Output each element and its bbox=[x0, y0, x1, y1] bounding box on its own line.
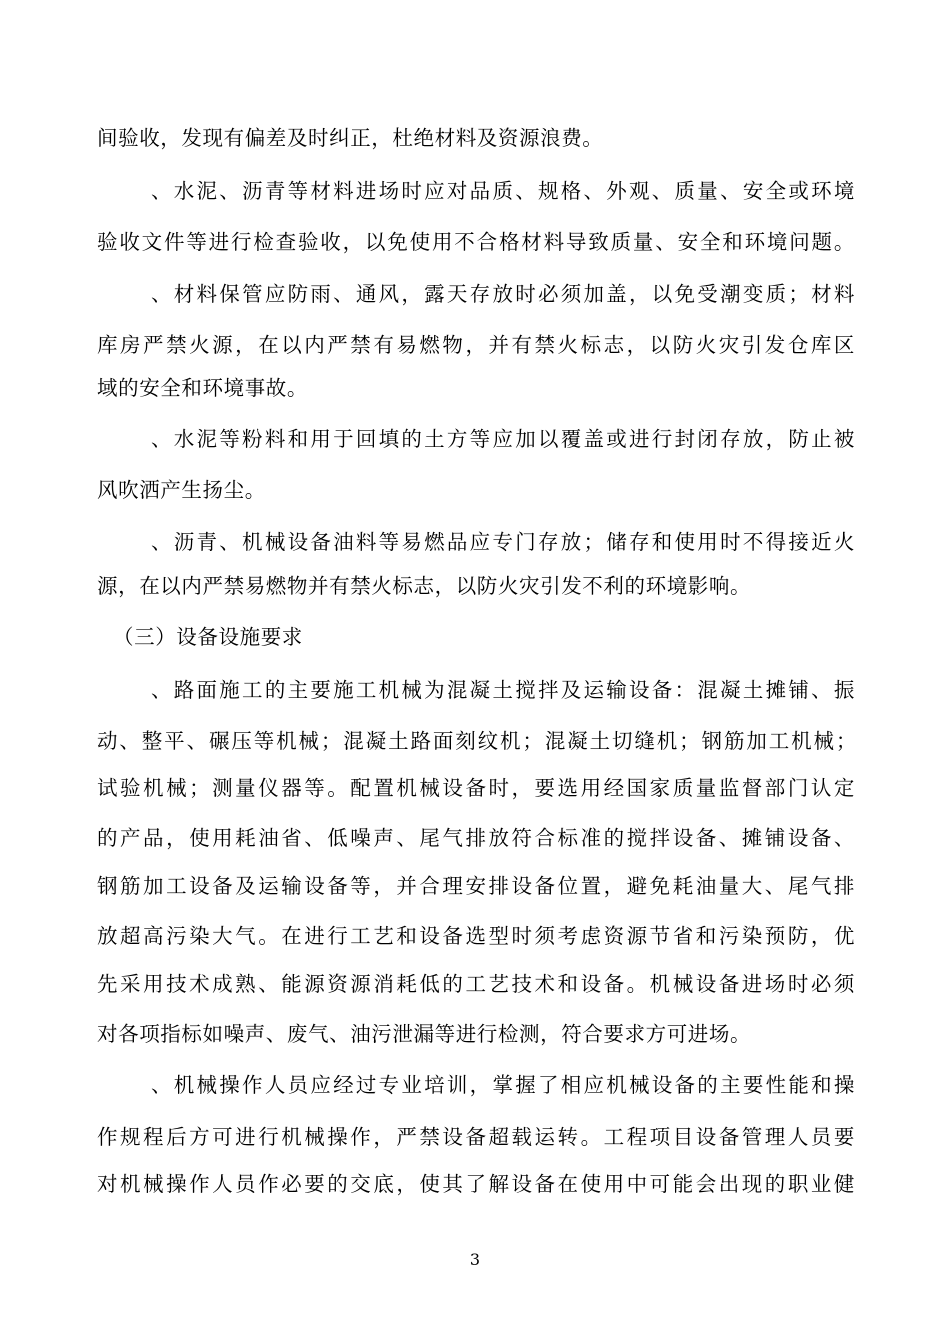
paragraph-line: 、路面施工的主要施工机械为混凝土搅拌及运输设备：混凝土摊铺、振 bbox=[151, 678, 855, 702]
paragraph-line: 先采用技术成熟、能源资源消耗低的工艺技术和设备。机械设备进场时必须 bbox=[97, 972, 855, 996]
paragraph-line: 钢筋加工设备及运输设备等，并合理安排设备位置，避免耗油量大、尾气排 bbox=[97, 874, 855, 898]
paragraph-line: 对各项指标如噪声、废气、油污泄漏等进行检测，符合要求方可进场。 bbox=[97, 1022, 752, 1046]
paragraph-line: 放超高污染大气。在进行工艺和设备选型时须考虑资源节省和污染预防，优 bbox=[97, 924, 855, 948]
paragraph-line: 源，在以内严禁易燃物并有禁火标志，以防火灾引发不利的环境影响。 bbox=[97, 574, 752, 598]
paragraph-line: 库房严禁火源，在以内严禁有易燃物，并有禁火标志，以防火灾引发仓库区 bbox=[97, 333, 855, 357]
paragraph-line: 、沥青、机械设备油料等易燃品应专门存放；储存和使用时不得接近火 bbox=[151, 530, 855, 554]
paragraph-line: 风吹洒产生扬尘。 bbox=[97, 478, 266, 502]
paragraph-line: 对机械操作人员作必要的交底，使其了解设备在使用中可能会出现的职业健 bbox=[97, 1172, 855, 1196]
paragraph-line: 验收文件等进行检查验收，以免使用不合格材料导致质量、安全和环境问题。 bbox=[97, 230, 855, 254]
paragraph-line: 间验收，发现有偏差及时纠正，杜绝材料及资源浪费。 bbox=[97, 126, 604, 150]
paragraph-line: 试验机械；测量仪器等。配置机械设备时，要选用经国家质量监督部门认定 bbox=[97, 776, 855, 800]
paragraph-line: 动、整平、碾压等机械；混凝土路面刻纹机；混凝土切缝机；钢筋加工机械； bbox=[97, 729, 857, 753]
section-heading: （三）设备设施要求 bbox=[113, 625, 303, 649]
paragraph-line: 、机械操作人员应经过专业培训，掌握了相应机械设备的主要性能和操 bbox=[151, 1073, 855, 1097]
paragraph-line: 、水泥等粉料和用于回填的土方等应加以覆盖或进行封闭存放，防止被 bbox=[151, 427, 855, 451]
paragraph-line: 、水泥、沥青等材料进场时应对品质、规格、外观、质量、安全或环境 bbox=[151, 179, 855, 203]
paragraph-line: 域的安全和环境事故。 bbox=[97, 376, 308, 400]
paragraph-line: 的产品，使用耗油省、低噪声、尾气排放符合标准的搅拌设备、摊铺设备、 bbox=[97, 826, 855, 850]
paragraph-line: 、材料保管应防雨、通风，露天存放时必须加盖，以免受潮变质；材料 bbox=[151, 282, 855, 306]
paragraph-line: 作规程后方可进行机械操作，严禁设备超载运转。工程项目设备管理人员要 bbox=[97, 1125, 855, 1149]
page-number: 3 bbox=[469, 1250, 481, 1269]
